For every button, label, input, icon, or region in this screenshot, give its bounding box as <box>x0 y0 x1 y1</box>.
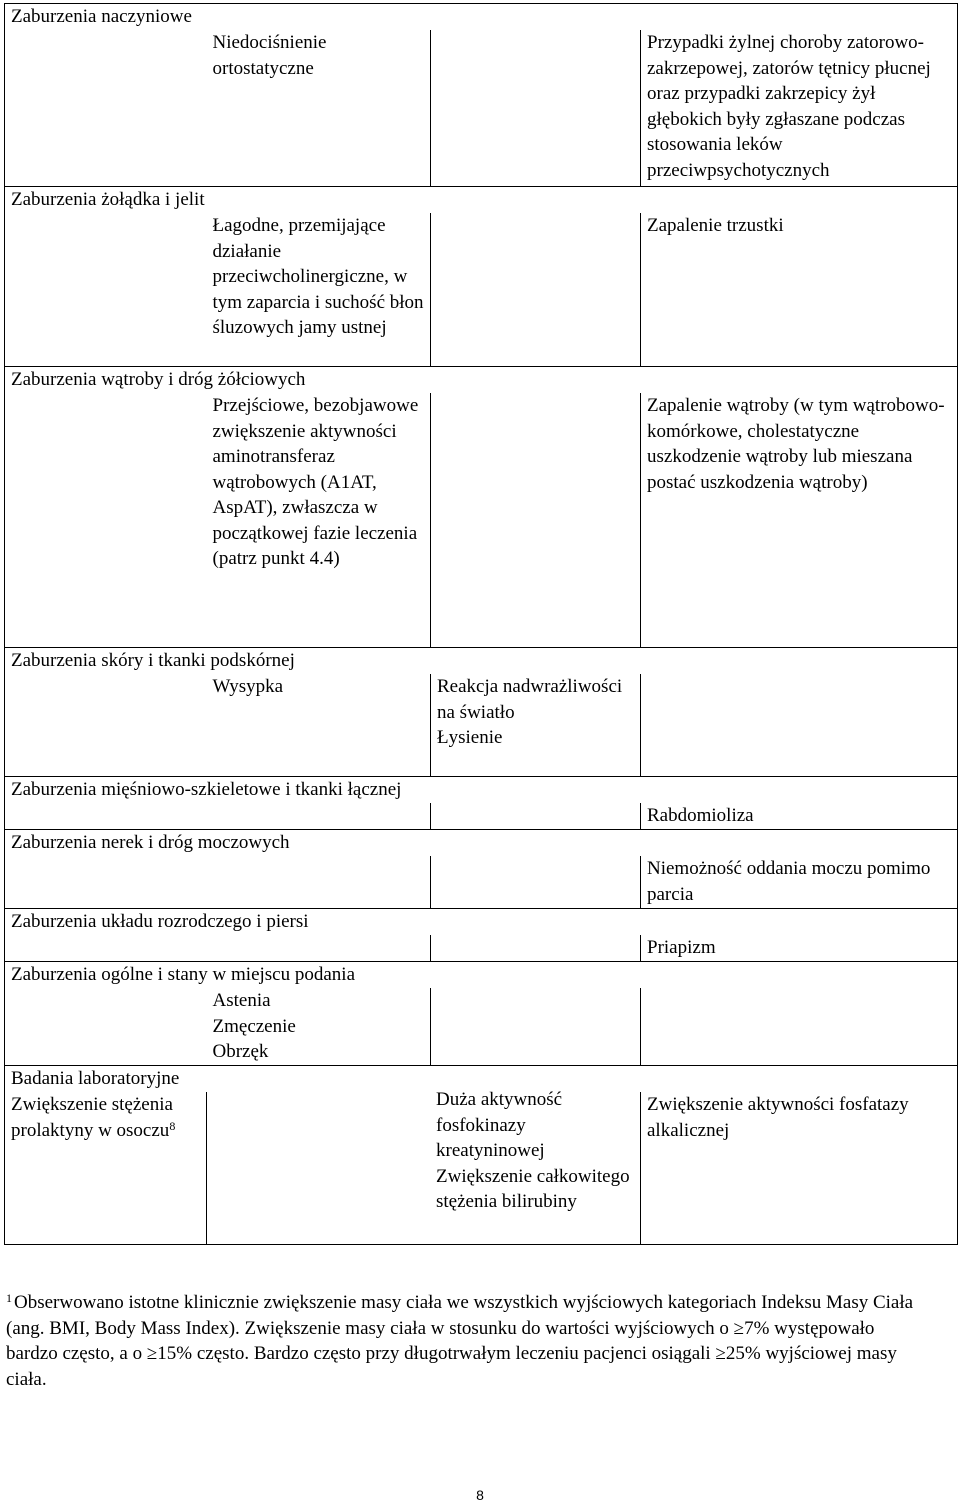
cell-col2 <box>207 988 431 1066</box>
page-number: 8 <box>476 1487 484 1503</box>
data-row-hepato <box>5 393 958 648</box>
section-title: Zaburzenia mięśniowo-szkieletowe i tkanki łącznej <box>11 779 402 800</box>
cell-col5: Zapalenie wątroby (w tym wątrobowo-komórkowe, cholestatyczne uszkodzenie wątroby lub mieszana postać uszkodzenia wątroby) <box>641 393 958 648</box>
cell-col2: Niedociśnienie ortostatyczne <box>207 30 431 187</box>
cell-col5 <box>641 988 958 1066</box>
section-row-hepato <box>5 367 958 394</box>
section-title: Zaburzenia układu rozrodczego i piersi <box>11 911 309 932</box>
cell-col2: Przejściowe, bezobjawowe zwiększenie aktywności aminotransferaz wątrobowych (A1AT, AspAT), zwłaszcza w początkowej fazie leczenia (patrz punkt 4.4) <box>207 393 431 648</box>
section-row-general <box>5 962 958 989</box>
cell-col1 <box>5 935 207 962</box>
section-row-skin <box>5 648 958 675</box>
data-row-skin <box>5 674 958 777</box>
cell-col5 <box>641 674 958 777</box>
cell-col5: Przypadki żylnej choroby zatorowo-zakrzepowej, zatorów tętnicy płucnej oraz przypadki zakrzepicy żył głębokich były zgłaszane podczas stosowania leków przeciwpsychotycznych <box>641 30 958 187</box>
cell-col2: Łagodne, przemijające działanie przeciwcholinergiczne, w tym zaparcia i suchość błon śluzowych jamy ustnej <box>207 213 431 367</box>
cell-col1 <box>5 803 207 830</box>
cell-col2 <box>207 935 431 962</box>
cell-col1 <box>5 393 207 648</box>
cell-col5: Priapizm <box>641 935 958 962</box>
section-title: Zaburzenia żołądka i jelit <box>11 189 205 210</box>
cell-col2: Wysypka <box>207 674 431 777</box>
cell-col1 <box>5 213 207 367</box>
section-row-musculo <box>5 777 958 804</box>
cell-line: Zwiększenie całkowitego stężenia bilirubiny <box>436 1165 630 1212</box>
data-row-renal <box>5 856 958 909</box>
data-row-musculo <box>5 803 958 830</box>
lab-col1-text: Zwiększenie stężenia prolaktyny w osoczu <box>11 1094 173 1141</box>
lab-col4 <box>436 1087 636 1215</box>
footnote-ref: 8 <box>169 1118 176 1133</box>
footnote-mark: 1 <box>6 1291 12 1305</box>
cell-col5: Rabdomioliza <box>641 803 958 830</box>
cell-col1 <box>5 30 207 187</box>
section-title: Zaburzenia wątroby i dróg żółciowych <box>11 369 306 390</box>
section-row-vascular <box>5 4 958 31</box>
section-row-renal <box>5 830 958 857</box>
cell-col1 <box>5 856 207 909</box>
cell-col5: Zapalenie trzustki <box>641 213 958 367</box>
section-title: Zaburzenia naczyniowe <box>11 6 192 27</box>
cell-col2 <box>207 856 431 909</box>
cell-col1 <box>5 988 207 1066</box>
footnote <box>6 1290 926 1392</box>
adverse-reactions-table <box>4 3 958 1245</box>
cell-line: Obrzęk <box>212 1041 269 1062</box>
cell-col3 <box>431 803 641 830</box>
section-row-gastro <box>5 187 958 214</box>
cell-line: Zmęczenie <box>212 1015 296 1037</box>
cell-line: Astenia <box>212 990 271 1011</box>
cell-col3 <box>431 856 641 909</box>
cell-line: Łysienie <box>437 727 503 748</box>
data-row-vascular <box>5 30 958 187</box>
cell-col3 <box>431 988 641 1066</box>
cell-col3 <box>431 935 641 962</box>
section-title: Badania laboratoryjne <box>11 1068 180 1089</box>
section-row-repro <box>5 909 958 936</box>
cell-col3 <box>431 30 641 187</box>
cell-col3 <box>431 393 641 648</box>
cell-line: Reakcja nadwrażliwości na światło <box>437 676 623 723</box>
footnote-text: Obserwowano istotne klinicznie zwiększenie masy ciała we wszystkich wyjściowych kategoriach Indeksu Masy Ciała (ang. BMI, Body Mass Index). Zwiększenie masy ciała w stosunku do wartości wyjściowych o ≥7% występowało bardzo często, a o ≥15% często. Bardzo często przy długotrwałym leczeniu pacjenci osiągali ≥25% wyjściowej masy ciała. <box>6 1292 914 1390</box>
cell-col2 <box>207 803 431 830</box>
section-title: Zaburzenia skóry i tkanki podskórnej <box>11 650 295 671</box>
cell-line: Duża aktywność fosfokinazy kreatyninowej <box>436 1089 563 1161</box>
cell-col1 <box>5 674 207 777</box>
data-row-repro <box>5 935 958 962</box>
data-row-general <box>5 988 958 1066</box>
data-row-gastro <box>5 213 958 367</box>
cell-col5: Zwiększenie aktywności fosfatazy alkalicznej <box>641 1092 958 1245</box>
cell-col3 <box>431 674 641 777</box>
section-title: Zaburzenia ogólne i stany w miejscu podania <box>11 964 356 985</box>
cell-col1 <box>5 1092 207 1245</box>
cell-col3 <box>431 213 641 367</box>
cell-col5: Niemożność oddania moczu pomimo parcia <box>641 856 958 909</box>
section-title: Zaburzenia nerek i dróg moczowych <box>11 832 290 853</box>
